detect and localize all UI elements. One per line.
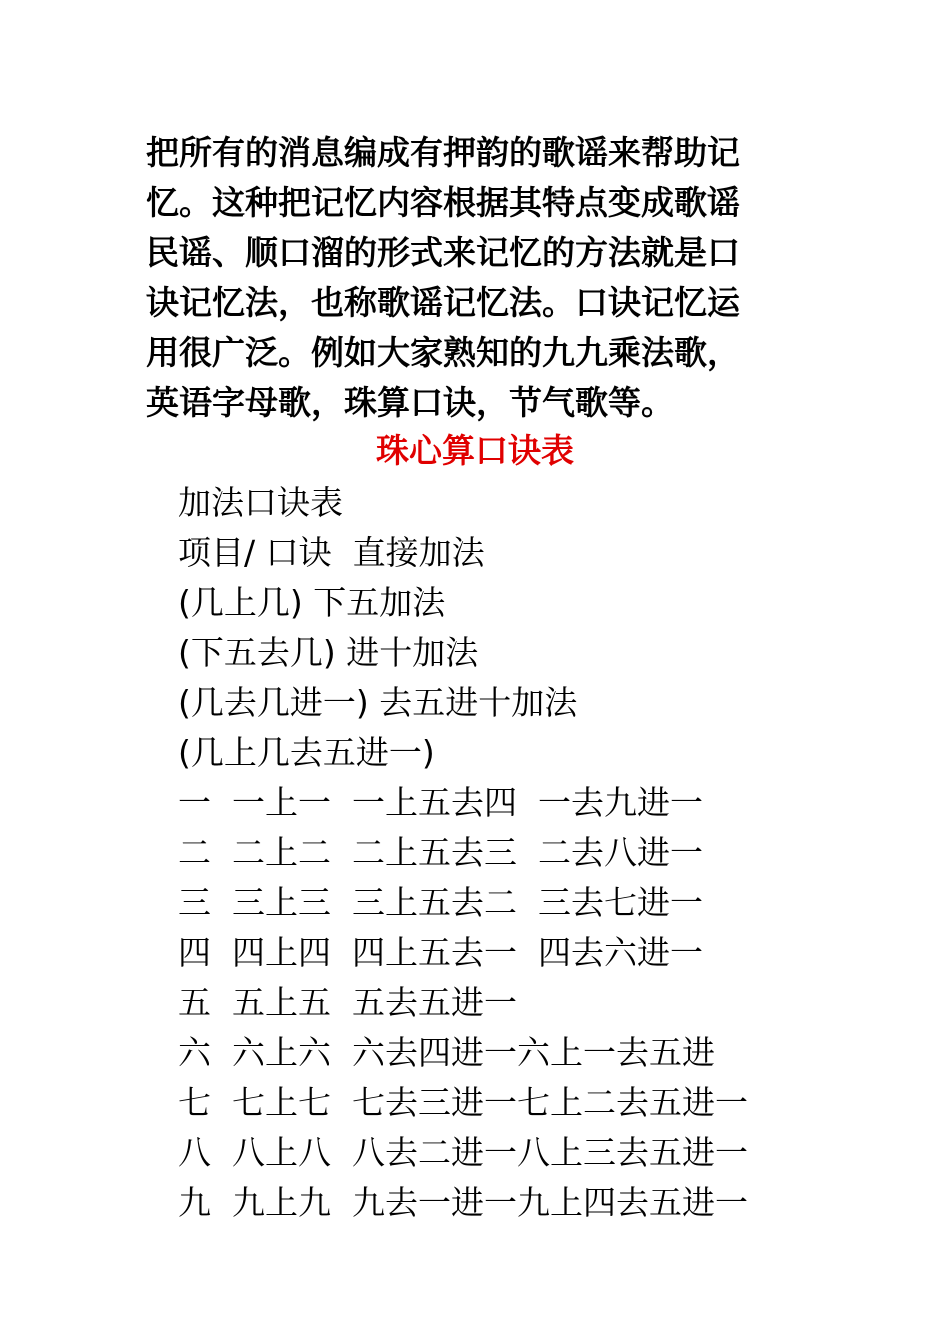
- table-row: 六 六上六 六去四进一六上一去五进: [178, 1033, 715, 1072]
- table-row: 九 九上九 九去一进一九上四去五进一: [178, 1183, 748, 1222]
- table-row: 七 七上七 七去三进一七上二去五进一: [178, 1083, 748, 1122]
- intro-line: 民谣、顺口溜的形式来记忆的方法就是口: [146, 233, 740, 272]
- section-title: 珠心算口诀表: [376, 431, 574, 470]
- table-line: (几上几) 下五加法: [178, 583, 446, 622]
- table-row: 五 五上五 五去五进一: [178, 983, 517, 1022]
- table-heading: 加法口诀表: [178, 483, 343, 522]
- table-line: (几上几去五进一): [178, 733, 435, 772]
- table-row: 八 八上八 八去二进一八上三去五进一: [178, 1133, 748, 1172]
- intro-line: 忆。这种把记忆内容根据其特点变成歌谣: [146, 183, 740, 222]
- table-line: (几去几进一) 去五进十加法: [178, 683, 578, 722]
- table-row: 三 三上三 三上五去二 三去七进一: [178, 883, 703, 922]
- intro-line: 英语字母歌，珠算口诀，节气歌等。: [146, 383, 674, 422]
- table-row: 四 四上四 四上五去一 四去六进一: [178, 933, 703, 972]
- table-line: 项目/ 口诀 直接加法: [178, 533, 485, 572]
- intro-line: 用很广泛。例如大家熟知的九九乘法歌，: [146, 333, 740, 372]
- intro-line: 把所有的消息编成有押韵的歌谣来帮助记: [146, 133, 740, 172]
- table-row: 一 一上一 一上五去四 一去九进一: [178, 783, 703, 822]
- table-line: (下五去几) 进十加法: [178, 633, 479, 672]
- table-row: 二 二上二 二上五去三 二去八进一: [178, 833, 703, 872]
- mnemonic-table: [178, 478, 918, 1228]
- intro-paragraph: [146, 128, 810, 428]
- intro-line: 诀记忆法，也称歌谣记忆法。口诀记忆运: [146, 283, 740, 322]
